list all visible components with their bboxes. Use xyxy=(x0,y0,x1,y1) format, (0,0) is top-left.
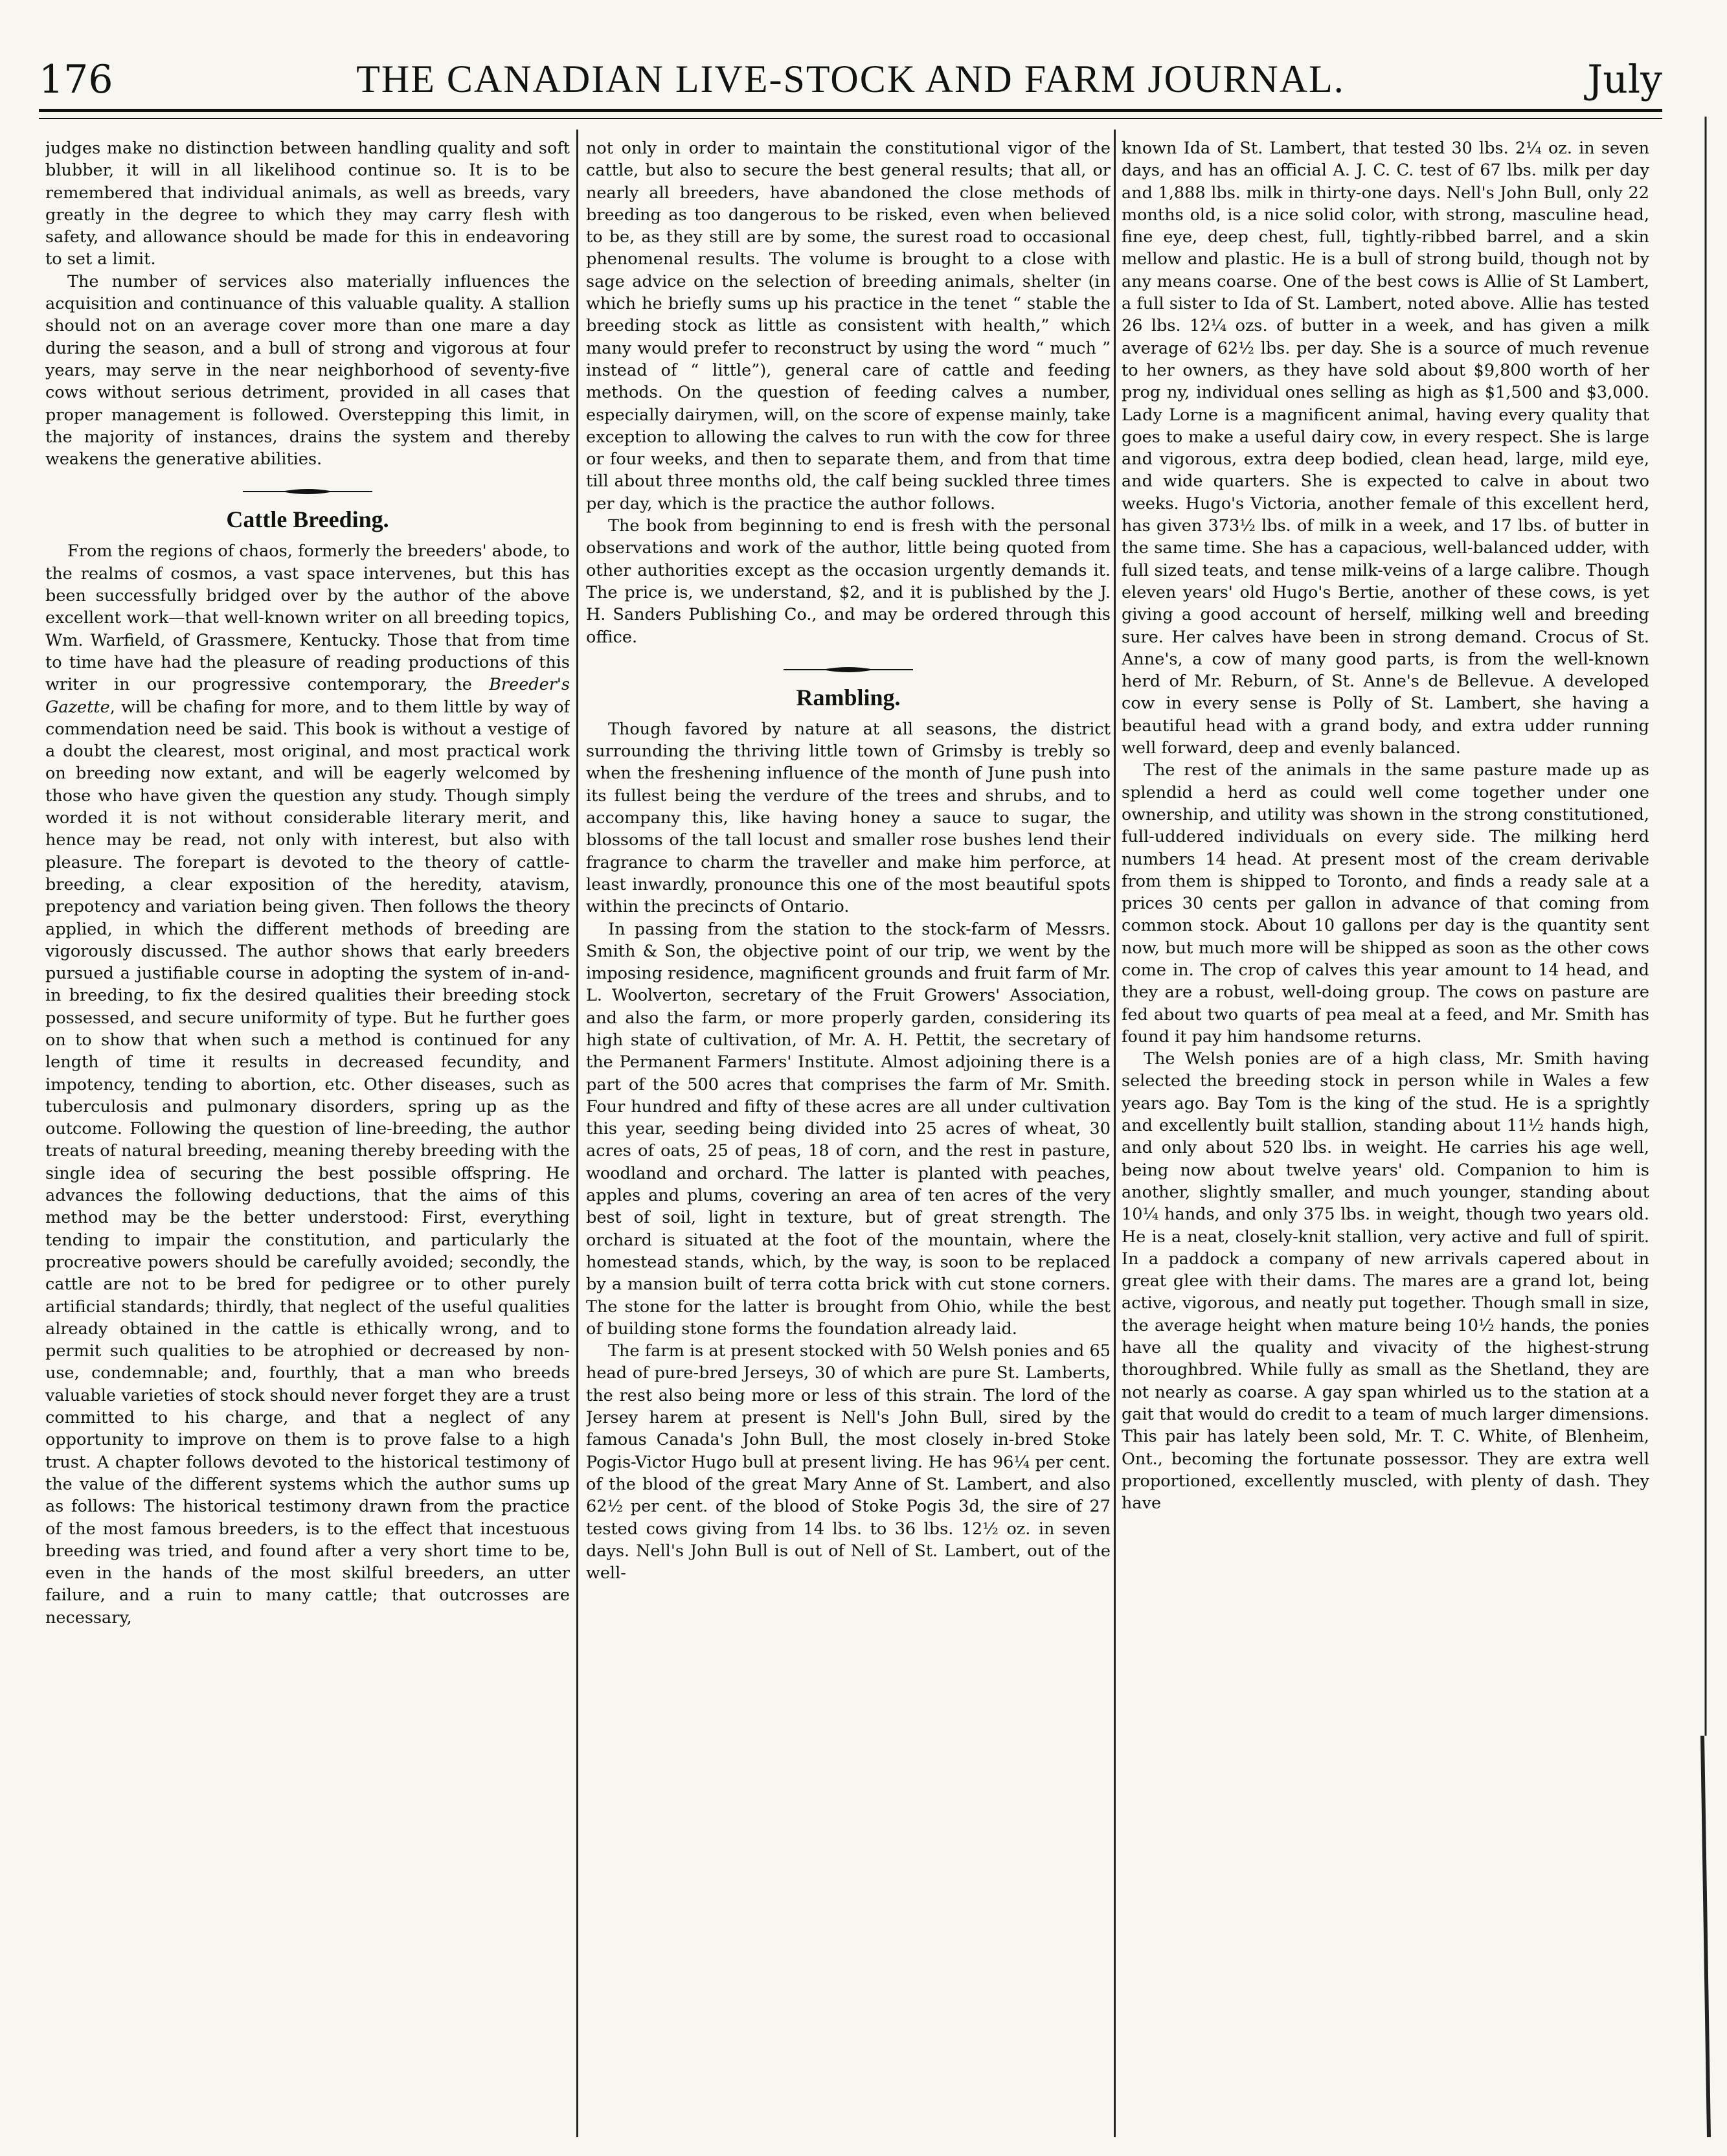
paragraph: known Ida of St. Lambert, that tested 30 lbs. 2¼ oz. in seven days, and has an official A. J. C. C. test of 67 lbs. milk per day and 1,888 lbs. milk in thirty-one days. Nell's John Bull, only 22 months old, is a nice solid color, with strong, masculine head, fine eye, deep chest, full, tightly-ribbed barrel, and a skin mellow and plastic. He is a bull of strong build, though not by any means coarse. One of the best cows is Allie of St Lambert, a full sister to Ida of St. Lambert, noted above. Allie has tested 26 lbs. 12¼ ozs. of butter in a week, and has given a milk average of 62½ lbs. per day. She is a source of much revenue to her owners, as they have sold about $9,800 worth of her prog ny, individual ones selling as high as $1,500 and $3,000. Lady Lorne is a magnificent animal, having every quality that goes to make a useful dairy cow, in every respect. She is large and vigorous, extra deep bodied, clean head, large, mild eye, and wide quarters. She is expected to calve in about two weeks. Hugo's Victoria, another female of this excellent herd, has given 373½ lbs. of milk in a week, and 17 lbs. of butter in the same time. She has a capacious, well-balanced udder, with full sized teats, and tense milk-veins of a large calibre. Though eleven years' old Hugo's Bertie, another of these cows, is yet giving a good account of herself, milking well and breeding sure. Her calves have been in strong demand. Crocus of St. Anne's, a cow of many good parts, is from the well-known herd of Mr. Reburn, of St. Anne's de Bellevue. A developed cow in every sense is Polly of St. Lambert, she having a beautiful head with a grand body, and extra udder running well forward, deep and evenly balanced. xyxy=(1122,139,1649,758)
section-divider-ornament xyxy=(243,487,372,496)
paragraph: The rest of the animals in the same pasture made up as splendid a herd as could well come together under one ownership, and utility was shown in the strong constitutioned, full-uddered individuals on every side. The milking herd numbers 14 head. At present most of the cream derivable from them is shipped to Toronto, and finds a ready sale at a prices 30 cents per gallon in advance of that coming from common stock. About 10 gallons per day is the quantity sent now, but much more will be shipped as soon as the other cows come in. The crop of calves this year amount to 14 head, and they are a robust, well-doing group. The cows on pasture are fed about two quarts of pea meal at a feed, and Mr. Smith has found it pay him handsome returns. xyxy=(1122,760,1649,1047)
paragraph: The farm is at present stocked with 50 Welsh ponies and 65 head of pure-bred Jerseys, 30 of which are pure St. Lamberts, the rest also being more or less of this strain. The lord of the Jersey harem at present is Nell's John Bull, sired by the famous Canada's John Bull, the most closely in-bred Stoke Pogis-Victor Hugo bull at present living. He has 96¼ per cent. of the blood of the great Mary Anne of St. Lambert, and also 62½ per cent. of the blood of Stoke Pogis 3d, the sire of 27 tested cows giving from 14 lbs. to 36 lbs. 12½ oz. in seven days. Nell's John Bull is out of Nell of St. Lambert, out of the well- xyxy=(586,1341,1111,1583)
column-2 xyxy=(586,137,1111,2132)
paragraph: judges make no distinction between handling quality and soft blubber, it will in all likelihood continue so. It is to be remembered that individual animals, as well as breeds, vary greatly in the degree to which they may carry flesh with safety, and allowance should be made for this in endeavoring to set a limit. xyxy=(45,139,570,269)
section-heading-rambling: Rambling. xyxy=(796,684,901,710)
masthead xyxy=(39,57,1662,115)
masthead-rule-thin xyxy=(39,118,1662,119)
column-divider xyxy=(1114,130,1116,2137)
journal-title: THE CANADIAN LIVE-STOCK AND FARM JOURNAL. xyxy=(356,58,1345,100)
paragraph: The book from beginning to end is fresh with the personal observations and work of the author, little being quoted from other authorities except as the occasion urgently demands it. The price is, we understand, $2, and it is published by the J. H. Sanders Publishing Co., and may be ordered through this office. xyxy=(586,516,1111,647)
paragraph: not only in order to maintain the constitutional vigor of the cattle, but also to secure the best general results; that all, or nearly all breeders, have abandoned the close methods of breeding as too dangerous to be risked, even when believed to be, as they still are by some, the surest road to occasional phenomenal results. The volume is brought to a close with sage advice on the selection of breeding animals, shelter (in which he briefly sums up his practice in the tenet “ stable the breeding stock as little as consistent with health,” which many would prefer to reconstruct by using the word “ much ” instead of “ little”), general care of cattle and feeding methods. On the question of feeding calves a number, especially dairymen, will, on the score of expense mainly, take exception to allowing the calves to run with the cow for three or four weeks, and then to separate them, and from that time till about three months old, the calf being suckled three times per day, which is the practice the author follows. xyxy=(586,139,1111,514)
paragraph: The Welsh ponies are of a high class, Mr. Smith having selected the breeding stock in person while in Wales a few years ago. Bay Tom is the king of the stud. He is a sprightly and excellently built stallion, standing about 11½ hands high, and only about 520 lbs. in weight. He carries his age well, being now about twelve years' old. Companion to him is another, slightly smaller, and much younger, standing about 10¼ hands, and only 375 lbs. in weight, though two years old. He is a neat, closely-knit stallion, very active and full of spirit. In a paddock a company of new arrivals capered about in great glee with their dams. The mares are a grand lot, being active, vigorous, and neatly put together. Though small in size, the average height when mature being 10½ hands, the ponies have all the quality and vivacity of the highest-strung thoroughbred. While fully as small as the Shetland, they are not nearly as coarse. A gay span whirled us to the station at a gait that would do credit to a team of much larger dimensions. This pair has lately been sold, Mr. T. C. White, of Blenheim, Ont., becoming the fortunate possessor. They are extra well proportioned, excellently muscled, with plenty of dash. They have xyxy=(1122,1049,1649,1514)
paragraph: From the regions of chaos, formerly the breeders' abode, to the realms of cosmos, a vast space intervenes, but this has been successfully bridged over by the author of the above excellent work—that well-known writer on all breeding topics, Wm. Warfield, of Grassmere, Kentucky. Those that from time to time have had the pleasure of reading productions of this writer in our progressive contemporary, the Breeder's Gazette, will be chafing for more, and to them little by way of commendation need be said. This book is without a vestige of a doubt the clearest, most original, and most practical work on breeding now extant, and will be eagerly welcomed by those who have given the question any study. Though simply worded it is not without considerable literary merit, and hence may be read, not only with interest, but also with pleasure. The forepart is devoted to the theory of cattle-breeding, a clear exposition of the heredity, atavism, prepotency and variation being given. Then follows the theory applied, in which the different methods of breeding are vigorously discussed. The author shows that early breeders pursued a justifiable course in adopting the system of in-and-in breeding, to fix the desired qualities their breeding stock possessed, and secure uniformity of type. But he further goes on to show that when such a method is continued for any length of time it results in decreased fecundity, and impotency, tending to abortion, etc. Other diseases, such as tuberculosis and pulmonary disorders, spring up as the outcome. Following the question of line-breeding, the author treats of natural breeding, meaning thereby breeding with the single idea of securing the best possible offspring. He advances the following deductions, that the aims of this method may be the better understood: First, everything tending to impair the constitution, and particularly the procreative powers should be carefully avoided; secondly, the cattle are not to be bred for pedigree or to other purely artificial standards; thirdly, that neglect of the useful qualities already obtained in the cattle is ethically wrong, and to permit such qualities to be atrophied or decreased by non-use, condemnable; and, fourthly, that a man who breeds valuable varieties of stock should never forget they are a trust committed to his charge, and that a neglect of any opportunity to improve on them is to prove false to a high trust. A chapter follows devoted to the historical testimony of the value of the different systems which the author sums up as follows: The historical testimony drawn from the practice of the most famous breeders, is to the effect that incestuous breeding was tried, and found after a very short time to be, even in the hands of the most skilful breeders, an utter failure, and a ruin to many cattle; that outcrosses are necessary, xyxy=(45,541,570,1628)
paragraph: Though favored by nature at all seasons, the district surrounding the thriving little town of Grimsby is trebly so when the freshening influence of the month of June push into its fullest being the verdure of the trees and shrubs, and to accompany this, like having honey a sauce to sugar, the blossoms of the tall locust and smaller rose bushes lend their fragrance to charm the traveller and make him perforce, at least inwardly, pronounce this one of the most beautiful spots within the precincts of Ontario. xyxy=(586,719,1111,917)
paragraph: In passing from the station to the stock-farm of Messrs. Smith & Son, the objective point of our trip, we went by the imposing residence, magnificent grounds and fruit farm of Mr. L. Woolverton, secretary of the Fruit Growers' Association, and also the farm, or more properly garden, considering its high state of cultivation, of Mr. A. H. Pettit, the secretary of the Permanent Farmers' Institute. Almost adjoining there is a part of the 500 acres that comprises the farm of Mr. Smith. Four hundred and fifty of these acres are all under cultivation this year, seeding being divided into 25 acres of wheat, 30 acres of oats, 25 of peas, 18 of corn, and the rest in pasture, woodland and orchard. The latter is planted with peaches, apples and plums, covering an area of ten acres of the very best of soil, light in texture, but of great strength. The orchard is situated at the foot of the mountain, where the homestead stands, which, by the way, is soon to be replaced by a mansion built of terra cotta brick with cut stone corners. The stone for the latter is brought from Ohio, while the best of building stone forms the foundation already laid. xyxy=(586,919,1111,1339)
column-1 xyxy=(45,137,570,2132)
page-number: 176 xyxy=(39,57,113,102)
publication-title: Breeder's Gazette xyxy=(45,675,570,717)
page-edge-binding-mark xyxy=(1696,117,1715,2137)
paragraph: The number of services also materially influences the acquisition and continuance of this valuable quality. A stallion should not on an average cover more than one mare a day during the season, and a bull of strong and vigorous at four years, may serve in the near neighborhood of seventy-five cows without serious detriment, provided in all cases that proper management is followed. Overstepping this limit, in the majority of instances, drains the system and thereby weakens the generative abilities. xyxy=(45,271,570,470)
section-heading-cattle-breeding: Cattle Breeding. xyxy=(226,506,389,533)
column-3 xyxy=(1122,137,1649,2132)
issue-month: July xyxy=(1587,57,1662,102)
masthead-rule-thick xyxy=(39,109,1662,112)
column-divider xyxy=(576,130,578,2137)
section-divider-ornament xyxy=(784,665,913,674)
